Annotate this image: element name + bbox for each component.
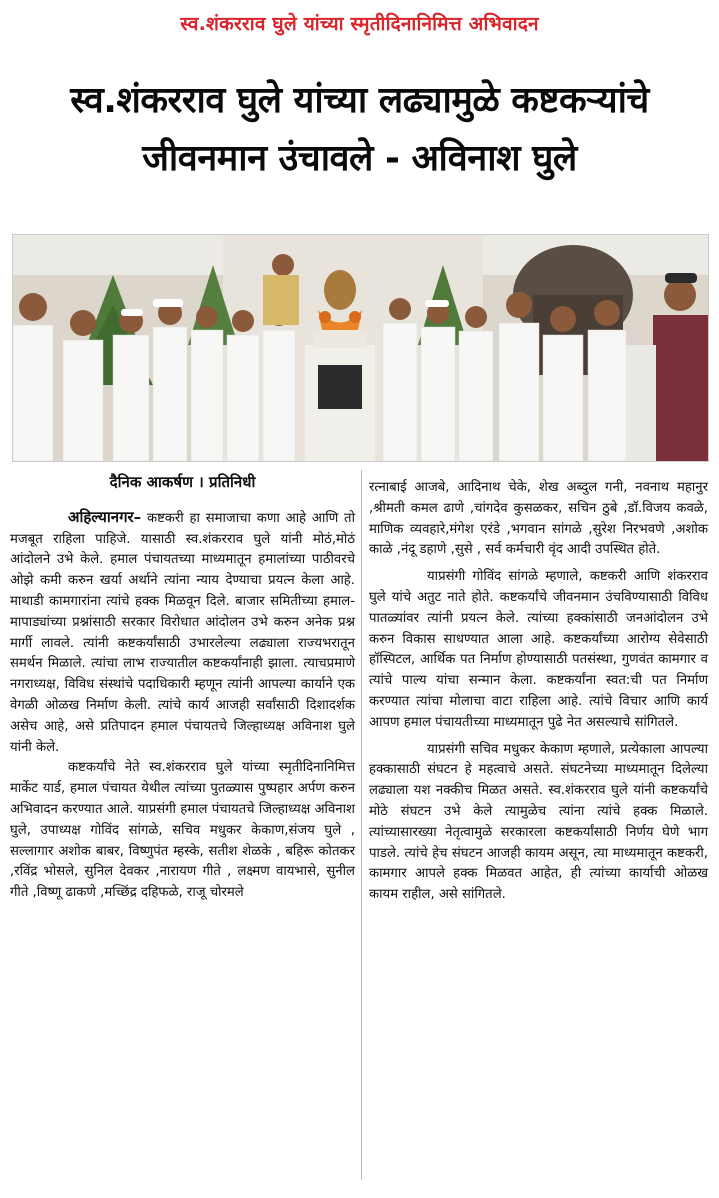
paragraph-4: याप्रसंगी गोविंद सांगळे म्हणाले, कष्टकरी आणि शंकरराव घुले यांचे अतुट नाते होते. कष्टकर्यांचे जीवनमान उंचविण्यासाठी विविध पातळ्यांवर त्यांनी प्रयत्न केले. त्यांच्या हक्कांसाठी जनआंदोलन उभे करुन विकास साधण्यात आला आहे. कष्टकर्यांच्या आरोग्य सेवेसाठी हॉस्पिटल, आर्थिक पत निर्माण होण्यासाठी पतसंस्था, गुणवंत कामगार व त्यांचे पाल्य यांचा सन्मान केला. कष्टकर्यांना स्वत:ची पत निर्माण करण्यात त्यांचा मोलाचा वाटा राहिला आहे. त्यांचे विचार आणि कार्य आपण हमाल पंचायतीच्या माध्यमातून पुढे नेत असल्याचे सांगितले. — [369, 569, 708, 730]
column-divider — [361, 470, 362, 1180]
paragraph-2: कष्टकर्यांचे नेते स्व.शंकरराव घुले यांच्या स्मृतीदिनानिमित्त मार्केट यार्ड, हमाल पंचायत येथील त्यांच्या पुतळ्यास पुष्पहार अर्पण करुन अभिवादन करण्यात आले. याप्रसंगी हमाल पंचायतचे जिल्हाध्यक्ष अविनाश घुले, उपाध्यक्ष गोविंद सांगळे, सचिव मधुकर केकाण,संजय घुले , सल्लागार अशोक बाबर, विष्णुपंत म्हस्के, सतीश शेळके , बहिरू कोतकर ,रविंद्र भोसले, सुनिल देवकर ,नारायण गीते , लक्ष्मण वायभासे, सुनील गीते ,विष्णू ढाकणे ,मच्छिंद्र दहिफळे, राजू चोरमले — [10, 760, 355, 901]
event-photo — [12, 234, 709, 462]
paragraph-1-text: कष्टकरी हा समाजाचा कणा आहे आणि तो मजबूत राहिला पाहिजे. यासाठी स्व.शंकरराव घुले यांनी मोठं,मोठं आंदोलने उभे केले. हमाल पंचायतच्या माध्यमातून हमालांच्या पाठीवरचे ओझे कमी करुन खर्या अर्थाने त्यांना न्याय देण्याचा प्रयत्न केला आहे. माथाडी कामगारांना त्यांचे हक्क मिळवून दिले. बाजार समितीच्या हमाल-मापाड्यांच्या प्रश्नांसाठी सरकार विरोधात आंदोलन उभे करुन अनेक प्रश्न मार्गी लावले. त्यांनी कष्टकर्यांसाठी उभारलेल्या लढ्याला राज्यभरातून समर्थन मिळाले. त्यांचा लाभ राज्यातील कष्टकर्यांनाही झाला. त्याचप्रमाणे नगराध्यक्ष, विविध संस्थांचे पदाधिकारी म्हणून त्यांनी आपल्या कार्याने एक वेगळी ओळख निर्माण केली. त्यांचे कार्य आजही सर्वांसाठी दिशादर्शक असेच आहे, असे प्रतिपादन हमाल पंचायतचे जिल्हाध्यक्ष अविनाश घुले यांनी केले. — [10, 510, 355, 755]
headline — [0, 72, 719, 188]
dateline: अहिल्यानगर– — [68, 507, 142, 526]
article-column-left — [10, 472, 355, 904]
paragraph-3: रत्नाबाई आजबे, आदिनाथ चेके, शेख अब्दुल गनी, नवनाथ महानुर ,श्रीमती कमल ढाणे ,चांगदेव कुसळकर, सचिन ठुबे ,डॉ.विजय कवळे, माणिक व्यवहारे,मंगेश एरंडे ,भगवान सांगळे ,सुरेश निरभवणे ,अशोक काळे ,नंदू डहाणे ,सुसे , सर्व कर्मचारी वृंद आदी उपस्थित होते. — [369, 480, 708, 558]
paragraph-1 — [10, 507, 355, 759]
byline: दैनिक आकर्षण । प्रतिनिधी — [109, 473, 256, 491]
headline-line-2: जीवनमान उंचावले - अविनाश घुले — [142, 138, 577, 179]
paragraph-5: याप्रसंगी सचिव मधुकर केकाण म्हणाले, प्रत्येकाला आपल्या हक्कासाठी संघटन हे महत्वाचे असते. संघटनेच्या माध्यमातून दिलेल्या लढ्याला यश नक्कीच मिळत असते. स्व.शंकरराव घुले यांनी कष्टकर्यांचे मोठे संघटन उभे केले त्यामुळेच त्यांना त्यांचे हक्क मिळाले. त्यांच्यासारख्या नेतृत्वामुळे सरकारला कष्टकर्यांसाठी निर्णय घेणे भाग पाडले. त्यांचे हेच संघटन आजही कायम असून, त्या माध्यमातून कष्टकरी, कामगार आपले हक्क मिळवत आहेत, ही त्यांच्या कार्याची ओळख कायम राहील, असे सांगितले. — [369, 741, 708, 903]
headline-line-1: स्व.शंकरराव घुले यांच्या लढ्यामुळे कष्टकऱ्यांचे — [70, 80, 649, 121]
article-column-right — [369, 478, 708, 906]
kicker-line: स्व.शंकरराव घुले यांच्या स्मृतीदिनानिमित्त अभिवादन — [180, 13, 539, 35]
